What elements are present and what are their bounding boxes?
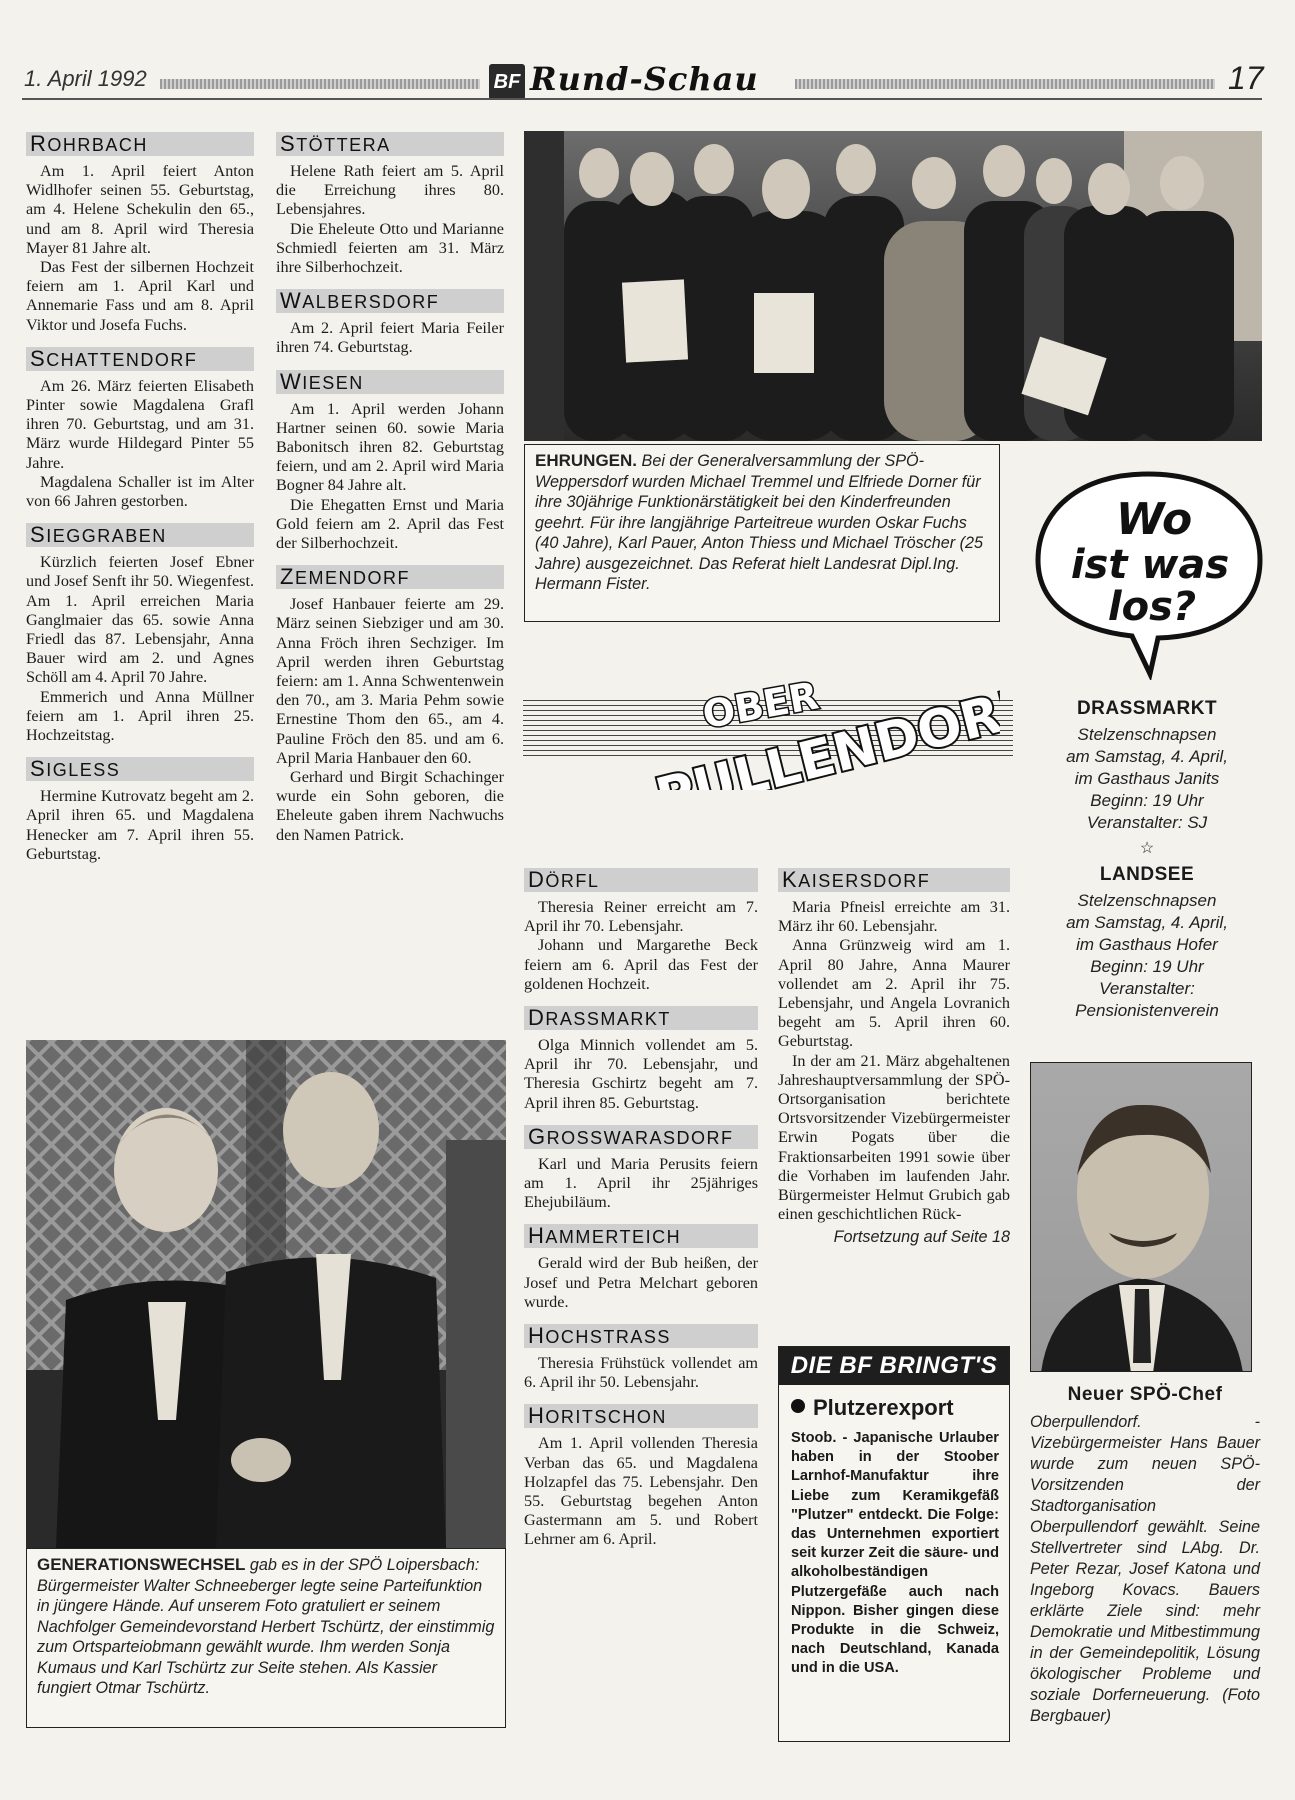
paragraph: Josef Hanbauer feierte am 29. März seinen Siebziger und am 30. Anna Fröch ihren Sechziger. Im April werden ihren Geburtstag feiern: am 1. Anna Schwentenwein den 70., am 3. Maria Pehm sowie Ernestine Thom den 65., am 4. Pauline Fröch den 85. und am 6. April Maria Hanbauer den 60. bbox=[276, 595, 504, 767]
paragraph: Helene Rath feiert am 5. April die Erreichung ihres 80. Lebensjahres. bbox=[276, 162, 504, 219]
photo-credit: (Foto Bergbauer) bbox=[1030, 1686, 1260, 1725]
paragraph: Am 2. April feiert Maria Feiler ihren 74. Geburtstag. bbox=[276, 319, 504, 357]
paragraph: In der am 21. März abgehaltenen Jahreshauptversammlung der SPÖ-Ortsorganisation berichtete Ortsvorsitzender Vizebürgermeister Erwin Pogats über die Fraktionsarbeiten 1991 sowie über die Vorhaben im laufenden Jahr. Bürgermeister Helmut Grubich gab einen geschichtlichen Rück- bbox=[778, 1051, 1010, 1224]
caption-body: Oberpullendorf. - Vizebürgermeister Hans Bauer wurde zum neuen SPÖ-Vorsitzenden der Stadtorganisation Oberpullendorf gewählt. Seine Stellvertreter sind LAbg. Dr. Peter Rezar, Josef Katona und Ingeborg Kovacs. Bauers erklärte Ziele sind: mehr Demokratie und Mitbestimmung in der Gemeindepolitik, Lösung ökologischer Probleme und soziale Dorferneuerung. bbox=[1030, 1413, 1260, 1704]
article-walbersdorf bbox=[276, 319, 504, 357]
event-2-details bbox=[1030, 890, 1264, 1022]
paragraph: Johann und Margarethe Beck feiern am 6. April das Fest der goldenen Hochzeit. bbox=[524, 936, 758, 993]
event-line: Veranstalter: SJ bbox=[1086, 813, 1208, 832]
section-head-hammerteich: HAMMERTEICH bbox=[524, 1224, 758, 1248]
article-wiesen bbox=[276, 400, 504, 554]
paragraph: Olga Minnich vollendet am 5. April ihr 70. Lebensjahr, und Theresia Gschirtz begeht am 7. April ihren 85. Geburtstag. bbox=[524, 1036, 758, 1112]
page-number: 17 bbox=[1228, 60, 1264, 96]
section-head-kaisersdorf: KAISERSDORF bbox=[778, 868, 1010, 892]
handshake-photo-figures bbox=[26, 1040, 506, 1548]
caption-lead: EHRUNGEN. bbox=[535, 451, 638, 470]
header-divider bbox=[22, 98, 1262, 100]
article-grosswarasdorf bbox=[524, 1155, 758, 1213]
wo-ist-was-los-bubble bbox=[1028, 460, 1268, 680]
section-head-schattendorf: SCHATTENDORF bbox=[26, 347, 254, 371]
bf-box-subhead-text: Plutzerexport bbox=[813, 1395, 954, 1420]
paragraph: Karl und Maria Perusits feiern am 1. April ihr 25jähriges Ehejubiläum. bbox=[524, 1154, 758, 1212]
article-drassmarkt bbox=[524, 1036, 758, 1113]
article-zemendorf bbox=[276, 595, 504, 845]
portrait-caption bbox=[1030, 1384, 1260, 1727]
event-2-title: LANDSEE bbox=[1099, 864, 1195, 885]
portrait-caption-text bbox=[1030, 1412, 1260, 1727]
article-stoettera bbox=[276, 162, 504, 277]
paragraph: Gerhard und Birgit Schachinger wurde ein Sohn geboren, die Eheleute gaben ihrem Nachwuchs den Namen Patrick. bbox=[276, 768, 504, 844]
section-head-stoettera: STÖTTERA bbox=[276, 132, 504, 156]
caption-body: gab es in der SPÖ Loipersbach: Bürgermeister Walter Schneeberger legte seine Parteifunktion in jüngere Hände. Auf unserem Foto gratuliert er seinem Nachfolger Gemeindevorstand Herbert Tschürtz, der einstimmig zum Ortsparteiobmann gewählt wurde. Ihm werden Sonja Kumaus und Karl Tschürtz zur Seite stehen. Als Kassier fungiert Otmar Tschürtz. bbox=[37, 1556, 495, 1697]
article-doerfl bbox=[524, 898, 758, 994]
event-line: am Samstag, 4. April, bbox=[1066, 913, 1228, 932]
event-line: am Samstag, 4. April, bbox=[1066, 747, 1228, 766]
bf-bringts-box bbox=[778, 1346, 1010, 1742]
paragraph: Theresia Frühstück vollendet am 6. April ihr 50. Lebensjahr. bbox=[524, 1354, 758, 1392]
article-sigless bbox=[26, 787, 254, 864]
events-list bbox=[1030, 698, 1264, 1022]
caption-lead: GENERATIONSWECHSEL bbox=[37, 1555, 246, 1574]
ehrungen-caption-text bbox=[535, 451, 989, 595]
paragraph: Die Ehegatten Ernst und Maria Gold feiern am 2. April das Fest der Silberhochzeit. bbox=[276, 495, 504, 553]
section-head-zemendorf: ZEMENDORF bbox=[276, 565, 504, 589]
column-3 bbox=[524, 868, 758, 1550]
paragraph: Kürzlich feierten Josef Ebner und Josef Senft ihr 50. Wiegenfest. Am 1. April erreichen Maria Ganglmaier das 65. sowie Anna Friedl das 87. Lebensjahr, Anna Bauer wird am 2. und Agnes Schöll am 4. April 70 Jahre. bbox=[26, 553, 254, 687]
section-head-sigless: SIGLESS bbox=[26, 757, 254, 781]
event-line: Stelzenschnapsen bbox=[1077, 891, 1217, 910]
paragraph: Theresia Reiner erreicht am 7. April ihr 70. Lebensjahr. bbox=[524, 898, 758, 936]
ober-pullendorf-banner bbox=[640, 650, 1000, 790]
column-1 bbox=[26, 132, 254, 864]
continued-note: Fortsetzung auf Seite 18 bbox=[833, 1228, 1010, 1247]
banner-lettering bbox=[640, 650, 1000, 790]
article-hammerteich bbox=[524, 1254, 758, 1312]
bf-box-subhead bbox=[791, 1395, 999, 1421]
bubble-line-1: Wo bbox=[1115, 494, 1193, 545]
article-kaisersdorf bbox=[778, 898, 1010, 1224]
paragraph: Hermine Kutrovatz begeht am 2. April ihren 65. und Magdalena Henecker am 7. April ihren 55. Geburtstag. bbox=[26, 787, 254, 863]
article-hochstrass bbox=[524, 1354, 758, 1392]
section-head-sieggraben: SIEGGRABEN bbox=[26, 523, 254, 547]
banner-line-2: PULLENDORF bbox=[650, 676, 1000, 790]
section-head-drassmarkt: DRASSMARKT bbox=[524, 1006, 758, 1030]
section-title: Rund-Schau bbox=[530, 60, 759, 98]
event-1-title: DRASSMARKT bbox=[1076, 698, 1218, 719]
paragraph: Am 1. April werden Johann Hartner seinen 60. sowie Maria Babonitsch ihren 82. Geburtstag feiern, und am 2. April wird Maria Bogner 84 Jahre alt. bbox=[276, 399, 504, 495]
group-photo bbox=[524, 131, 1262, 441]
handshake-photo bbox=[26, 1040, 506, 1548]
star-icon: ☆ bbox=[1139, 840, 1155, 857]
paragraph: Maria Pfneisl erreichte am 31. März ihr 60. Lebensjahr. bbox=[778, 898, 1010, 936]
section-head-horitschon: HORITSCHON bbox=[524, 1404, 758, 1428]
event-line: Beginn: 19 Uhr bbox=[1090, 957, 1204, 976]
section-head-rohrbach: ROHRBACH bbox=[26, 132, 254, 156]
banner-line-1: OBER bbox=[699, 673, 822, 737]
paragraph: Anna Grünzweig wird am 1. April 80 Jahre, Anna Maurer vollendet am 2. April ihr 75. Lebensjahr, und Angela Lovranich begeht am 5. April ihren 60. Geburtstag. bbox=[778, 936, 1010, 1051]
paragraph: Am 1. April vollenden Theresia Verban das 65. und Magdalena Holzapfel das 75. Lebensjahr. Den 55. Geburtstag begehen Anton Gastermann am 5. und Robert Lehrner am 6. April. bbox=[524, 1434, 758, 1549]
ehrungen-caption bbox=[524, 444, 1000, 622]
paragraph: Magdalena Schaller ist im Alter von 66 Jahren gestorben. bbox=[26, 472, 254, 511]
section-head-walbersdorf: WALBERSDORF bbox=[276, 289, 504, 313]
paragraph: Die Eheleute Otto und Marianne Schmiedl feierten am 31. März ihre Silberhochzeit. bbox=[276, 219, 504, 277]
column-2 bbox=[276, 132, 504, 845]
bf-box-text: Stoob. - Japanische Urlauber haben in der Stoober Larnhof-Manufaktur ihre Liebe zum Keramikgefäß "Plutzer" entdeckt. Die Folge: das Unternehmen exportiert seit kurzer Zeit die säure- und alkoholbeständigen Plutzergefäße auch nach Nippon. Bisher gingen diese Produkte in die Schweiz, nach Deutschland, Kanada und in die USA. bbox=[791, 1430, 999, 1677]
event-line: im Gasthaus Hofer bbox=[1076, 935, 1218, 954]
portrait-photo bbox=[1030, 1062, 1252, 1372]
bubble-line-3: los? bbox=[1107, 584, 1197, 630]
header-rule-right bbox=[795, 79, 1215, 89]
event-line: Pensionistenverein bbox=[1075, 1001, 1219, 1020]
article-horitschon bbox=[524, 1434, 758, 1549]
section-head-grosswarasdorf: GROSSWARASDORF bbox=[524, 1125, 758, 1149]
event-line: Stelzenschnapsen bbox=[1077, 725, 1217, 744]
speech-bubble-icon bbox=[1028, 460, 1268, 680]
bf-box-body bbox=[779, 1385, 1009, 1679]
paragraph: Am 26. März feierten Elisabeth Pinter sowie Magdalena Grafl ihren 70. Geburtstag, und am 31. März wurde Hildegard Pinter 55 Jahre. bbox=[26, 376, 254, 472]
event-1-details bbox=[1030, 724, 1264, 834]
bubble-line-2: ist was bbox=[1070, 542, 1230, 588]
issue-date: 1. April 1992 bbox=[24, 66, 147, 91]
paragraph: Emmerich und Anna Müllner feiern am 1. April ihren 25. Hochzeitstag. bbox=[26, 687, 254, 745]
portrait-caption-title: Neuer SPÖ-Chef bbox=[1067, 1384, 1223, 1405]
header-rule-left bbox=[160, 79, 480, 89]
caption-body: Bei der Generalversammlung der SPÖ-Weppersdorf wurden Michael Tremmel und Elfriede Dorner für ihre 30jährige Funktionärstätigkeit bei den Kinderfreunden geehrt. Für ihre langjährige Parteitreue wurden Oskar Fuchs (40 Jahre), Karl Pauer, Anton Thiess und Michael Tröscher (25 Jahre) ausgezeichnet. Das Referat hielt Landesrat Dipl.Ing. Hermann Fister. bbox=[535, 452, 984, 593]
portrait-figure bbox=[1031, 1063, 1252, 1372]
event-line: Veranstalter: bbox=[1099, 979, 1195, 998]
group-photo-figures bbox=[524, 131, 1262, 441]
article-sieggraben bbox=[26, 553, 254, 745]
paragraph: Am 1. April feiert Anton Widlhofer seinen 55. Geburtstag, am 4. Helene Schekulin den 65., und am 8. April wird Theresia Mayer 81 Jahre alt. bbox=[26, 162, 254, 257]
event-line: Beginn: 19 Uhr bbox=[1090, 791, 1204, 810]
generation-caption bbox=[26, 1548, 506, 1728]
article-rohrbach bbox=[26, 162, 254, 335]
section-head-doerfl: DÖRFL bbox=[524, 868, 758, 892]
section-head-hochstrass: HOCHSTRASS bbox=[524, 1324, 758, 1348]
column-4 bbox=[778, 868, 1010, 1248]
paragraph: Das Fest der silbernen Hochzeit feiern am 1. April Karl und Annemarie Fass und am 8. April Viktor und Josefa Fuchs. bbox=[26, 258, 254, 334]
paragraph: Gerald wird der Bub heißen, der Josef und Petra Melchart geboren wurde. bbox=[524, 1254, 758, 1311]
bullet-icon bbox=[791, 1399, 805, 1413]
article-schattendorf bbox=[26, 377, 254, 511]
event-line: im Gasthaus Janits bbox=[1074, 769, 1220, 788]
section-head-wiesen: WIESEN bbox=[276, 370, 504, 394]
bf-box-title: DIE BF BRINGT'S bbox=[779, 1347, 1009, 1385]
generation-caption-text bbox=[37, 1555, 495, 1699]
bf-logo: BF bbox=[489, 64, 525, 100]
